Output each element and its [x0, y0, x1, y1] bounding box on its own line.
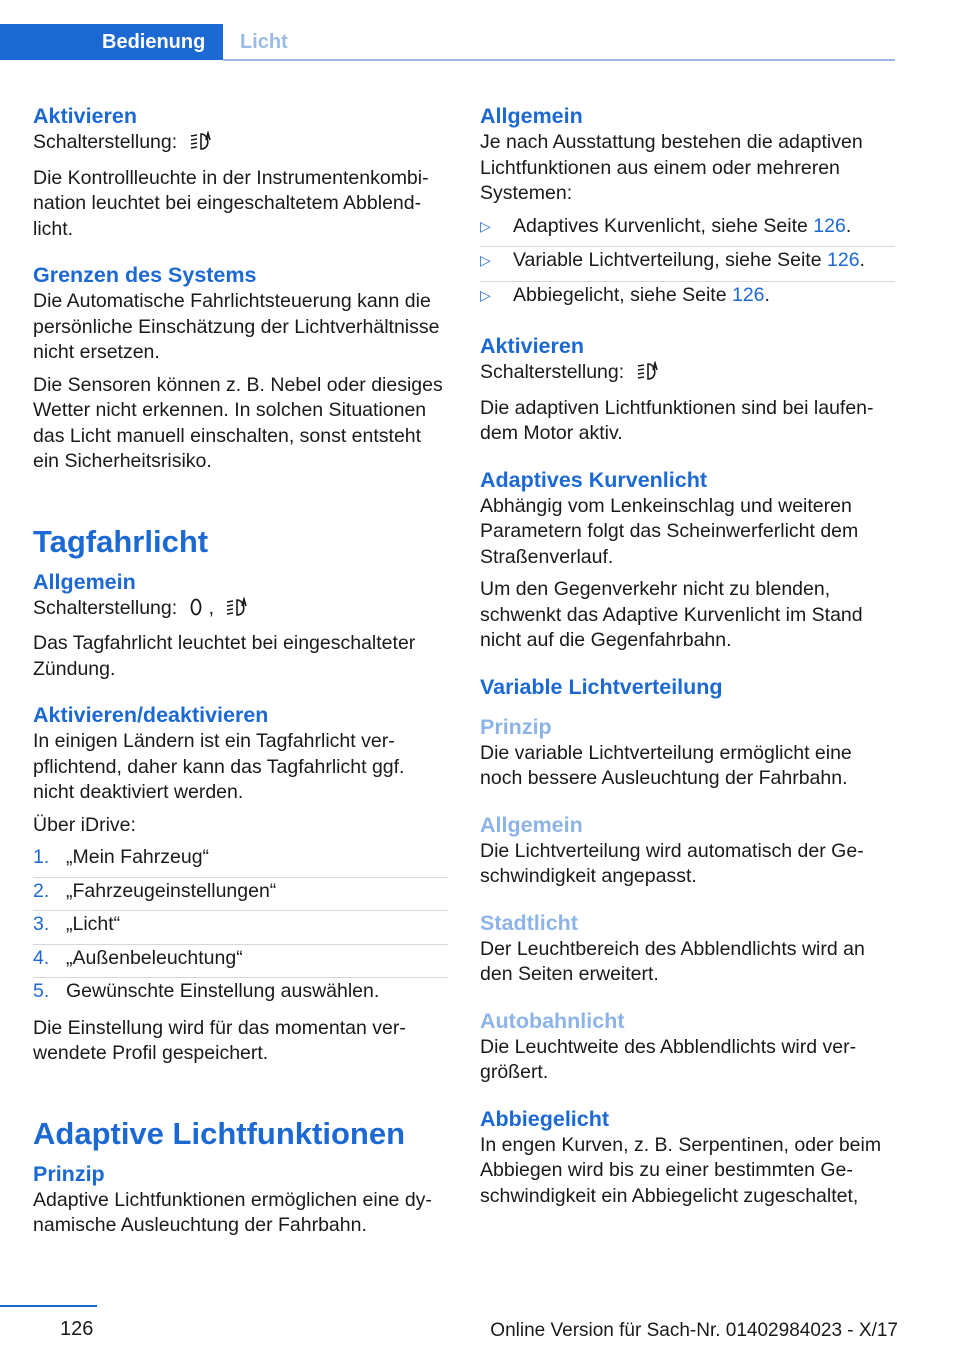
paragraph-profil: Die Einstellung wird für das momentan verwendete Profil gespeichert. — [33, 1016, 406, 1064]
subheading-stadtlicht: Stadtlicht — [480, 910, 578, 935]
list-item — [33, 946, 448, 979]
list-text: Adaptives Kurvenlicht, siehe Seite — [513, 214, 814, 237]
page-number: 126 — [60, 1318, 94, 1340]
auto-light-icon — [189, 131, 215, 159]
switch-zero-icon — [189, 597, 203, 625]
paragraph-grenzen-1: Die Automatische Fahrlichtsteuerung kann die persönliche Einschätzung der Lichtverhältnisse nicht ersetzen. — [33, 290, 440, 363]
list-text: Variable Lichtverteilung, siehe Seite — [513, 249, 827, 271]
step-number: 4. — [33, 946, 50, 969]
right-column — [480, 102, 895, 1216]
auto-light-icon — [225, 597, 251, 625]
paragraph-kontrollleuchte: Die Kontrollleuchte in der Instrumentenkombination leuchtet bei eingeschaltetem Abblendlicht. — [33, 166, 429, 240]
heading-abbiegelicht: Abbiegelicht — [480, 1106, 610, 1131]
step-text: „Licht“ — [66, 913, 121, 935]
list-item — [33, 879, 448, 912]
switch-label: Schalterstellung: — [33, 131, 178, 153]
list-item — [480, 214, 895, 248]
header-divider — [223, 59, 895, 61]
list-item — [480, 248, 895, 282]
step-number: 2. — [33, 879, 50, 902]
heading-aktivieren: Aktivieren — [480, 334, 584, 358]
footer-divider — [0, 1305, 97, 1307]
list-item — [33, 845, 448, 878]
heading-variable-lichtverteilung: Variable Lichtverteilung — [480, 674, 723, 699]
step-number: 3. — [33, 913, 50, 935]
list-end: . — [845, 214, 852, 237]
heading-allgemein: Allgemein — [33, 569, 136, 594]
heading-prinzip: Prinzip — [33, 1161, 105, 1186]
left-column — [33, 102, 448, 1246]
auto-light-icon — [636, 361, 662, 389]
paragraph-grenzen-2: Die Sensoren können z. B. Nebel oder diesiges Wetter nicht erkennen. In solchen Situationen das Licht manuell einschalten, sonst entsteht ein Sicherheitsrisiko. — [33, 373, 443, 472]
paragraph-stadtlicht: Der Leuchtbereich des Abblendlichts wird an den Seiten erweitert. — [480, 937, 865, 985]
paragraph-prinzip: Adaptive Lichtfunktionen ermöglichen eine dynamische Ausleuchtung der Fahrbahn. — [33, 1188, 432, 1236]
list-item — [33, 912, 448, 945]
subheading-allgemein: Allgemein — [480, 812, 583, 837]
list-end: . — [859, 249, 865, 271]
step-text: „Außenbeleuchtung“ — [66, 946, 243, 969]
subheading-autobahnlicht: Autobahnlicht — [480, 1008, 625, 1033]
header-tabs — [0, 0, 895, 62]
list-item — [480, 283, 895, 316]
triangle-bullet-icon: ▷ — [480, 217, 491, 234]
paragraph-pflicht: In einigen Ländern ist ein Tagfahrlicht verpflichtend, daher kann das Tagfahrlicht ggf. nicht deaktiviert werden. — [33, 730, 405, 803]
tab-licht[interactable]: Licht — [240, 31, 288, 53]
tab-bedienung[interactable]: Bedienung — [0, 24, 223, 60]
switch-position-line-2 — [33, 596, 448, 625]
paragraph-tagfahrlicht: Das Tagfahrlicht leuchtet bei eingeschalteter Zündung. — [33, 632, 416, 680]
page-link[interactable]: 126 — [827, 249, 860, 271]
online-version-note: Online Version für Sach-Nr. 01402984023 - X/17 — [490, 1320, 898, 1341]
subheading-prinzip: Prinzip — [480, 714, 552, 739]
paragraph-aktiv: Die adaptiven Lichtfunktionen sind bei laufendem Motor aktiv. — [480, 396, 874, 444]
page-link[interactable]: 126 — [813, 214, 846, 237]
systems-list — [480, 214, 895, 316]
heading-kurvenlicht: Adaptives Kurvenlicht — [480, 467, 707, 492]
switch-position-line — [33, 130, 448, 159]
steps-list — [33, 845, 448, 1011]
list-item — [33, 979, 448, 1011]
switch-position-line — [480, 360, 895, 389]
triangle-bullet-icon: ▷ — [480, 252, 491, 268]
paragraph-autobahnlicht: Die Leuchtweite des Abblendlichts wird vergrößert. — [480, 1035, 857, 1083]
step-number: 1. — [33, 846, 50, 868]
switch-label: Schalterstellung: — [480, 361, 625, 383]
paragraph-kurvenlicht-1: Abhängig vom Lenkeinschlag und weiteren Parametern folgt das Scheinwerferlicht dem Straßenverlauf. — [480, 494, 859, 568]
triangle-bullet-icon: ▷ — [480, 286, 491, 303]
paragraph-allgemein: Je nach Ausstattung bestehen die adaptiven Lichtfunktionen aus einem oder mehreren Systemen: — [480, 131, 863, 204]
page-link[interactable]: 126 — [731, 283, 765, 306]
switch-label: Schalterstellung: — [33, 596, 178, 619]
heading-aktivieren: Aktivieren — [33, 104, 137, 128]
heading-aktivieren-deaktivieren: Aktivieren/deaktivieren — [33, 703, 269, 727]
step-text: Gewünschte Einstellung auswählen. — [66, 980, 380, 1002]
paragraph-idrive: Über iDrive: — [33, 813, 136, 836]
title-adaptive-lichtfunktionen: Adaptive Lichtfunktionen — [33, 1115, 405, 1151]
heading-allgemein: Allgemein — [480, 104, 583, 128]
step-number: 5. — [33, 980, 50, 1002]
paragraph-prinzip: Die variable Lichtverteilung ermöglicht eine noch bessere Ausleuchtung der Fahrbahn. — [480, 741, 852, 789]
step-text: „Fahrzeugeinstellungen“ — [66, 879, 277, 902]
heading-grenzen: Grenzen des Systems — [33, 263, 257, 287]
step-text: „Mein Fahrzeug“ — [66, 846, 210, 868]
list-end: . — [764, 283, 770, 306]
paragraph-kurvenlicht-2: Um den Gegenverkehr nicht zu blenden, schwenkt das Adaptive Kurvenlicht im Stand nicht auf die Gegenfahrbahn. — [480, 578, 863, 651]
list-text: Abbiegelicht, siehe Seite — [513, 283, 732, 306]
title-tagfahrlicht: Tagfahrlicht — [33, 523, 209, 559]
comma: , — [208, 596, 215, 619]
paragraph-abbiegelicht: In engen Kurven, z. B. Serpentinen, oder beim Abbiegen wird bis zu einer bestimmten Geschwindigkeit ein Abbiegelicht zugeschaltet, — [480, 1133, 882, 1207]
paragraph-allgemein-2: Die Lichtverteilung wird automatisch der Geschwindigkeit angepasst. — [480, 839, 864, 887]
